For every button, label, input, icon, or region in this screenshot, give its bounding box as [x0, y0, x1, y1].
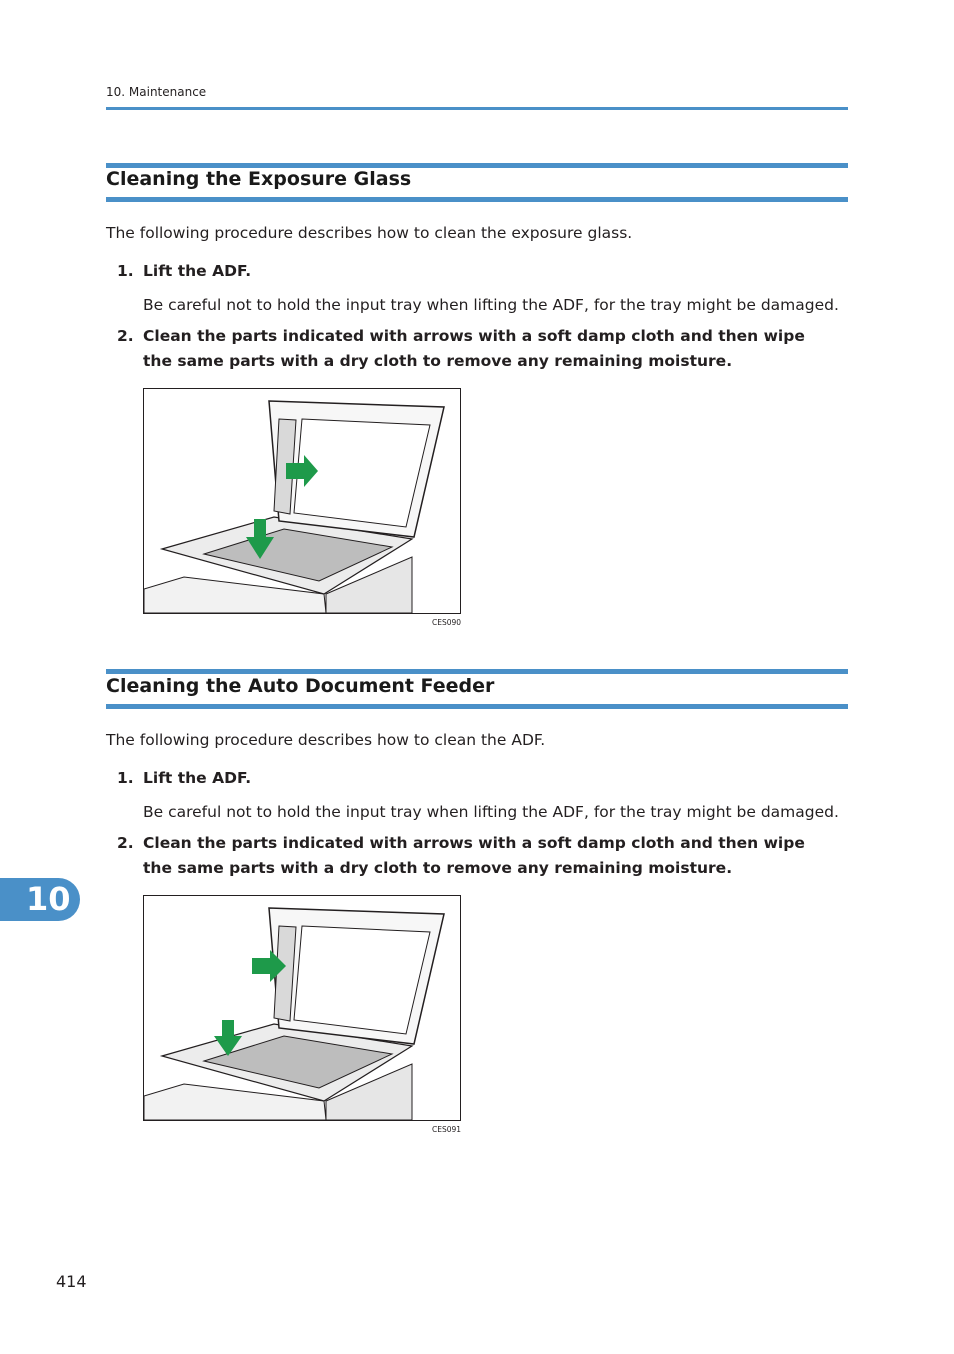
section-title: Cleaning the Auto Document Feeder: [106, 675, 495, 697]
section-intro: The following procedure describes how to clean the ADF.: [106, 731, 546, 749]
step-number: 1.: [117, 769, 134, 787]
step-text: Lift the ADF.: [143, 262, 252, 280]
running-head: 10. Maintenance: [106, 85, 207, 99]
step-text: Clean the parts indicated with arrows with a soft damp cloth and then wipe the same parts with a dry cloth to remove any remaining moisture.: [143, 327, 805, 370]
figure-code: CES090: [432, 618, 462, 627]
section-intro: The following procedure describes how to clean the exposure glass.: [106, 224, 633, 242]
scanner-illustration: [143, 388, 461, 614]
step-number: 2.: [117, 834, 134, 852]
page-number: 414: [56, 1272, 87, 1291]
step-number: 2.: [117, 327, 134, 345]
adf-illustration: [143, 895, 461, 1121]
chapter-number: 10: [26, 880, 71, 918]
section-title: Cleaning the Exposure Glass: [106, 168, 412, 190]
step-number: 1.: [117, 262, 134, 280]
section-bottom-rule: [106, 704, 848, 709]
header-rule: [106, 107, 848, 110]
adf-drawing: [144, 896, 460, 1120]
step-text: Lift the ADF.: [143, 769, 252, 787]
step-note: Be careful not to hold the input tray when lifting the ADF, for the tray might be damaged.: [143, 296, 839, 314]
section-bottom-rule: [106, 197, 848, 202]
scanner-drawing: [144, 389, 460, 613]
step-text: Clean the parts indicated with arrows with a soft damp cloth and then wipe the same parts with a dry cloth to remove any remaining moisture.: [143, 834, 805, 877]
figure-code: CES091: [432, 1125, 462, 1134]
step-note: Be careful not to hold the input tray when lifting the ADF, for the tray might be damaged.: [143, 803, 839, 821]
section-top-rule: [106, 669, 848, 674]
